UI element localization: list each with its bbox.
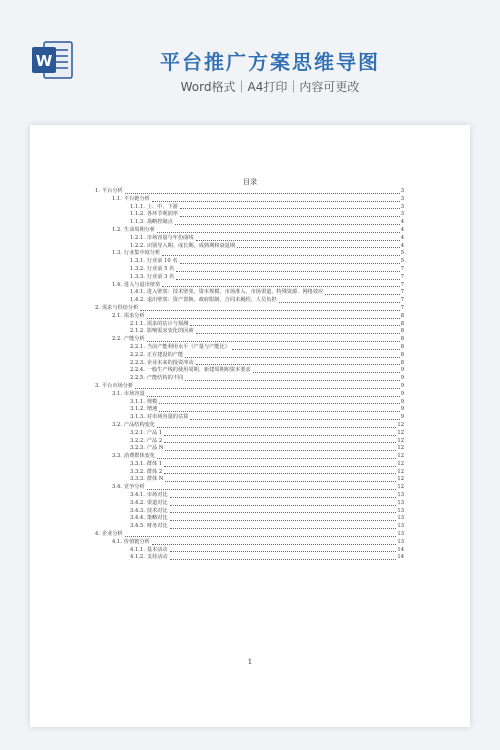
toc-entry[interactable] bbox=[95, 352, 404, 360]
toc-entry[interactable] bbox=[95, 336, 404, 344]
toc-leader-dots bbox=[157, 231, 400, 233]
toc-entry-page: 3 bbox=[400, 211, 404, 218]
toc-entry-label: 平台链分析 bbox=[123, 195, 150, 202]
toc-entry-page: 8 bbox=[400, 343, 404, 350]
toc-entry-page: 13 bbox=[397, 538, 404, 545]
toc-entry-page: 13 bbox=[397, 531, 404, 538]
toc-entry[interactable] bbox=[95, 297, 404, 305]
header bbox=[0, 0, 500, 120]
toc-entry-page: 8 bbox=[400, 359, 404, 366]
toc-entry-page: 4 bbox=[400, 234, 404, 241]
toc-entry-label: 市场对比 bbox=[146, 492, 168, 499]
toc-entry-page: 8 bbox=[400, 320, 404, 327]
toc-entry-page: 9 bbox=[400, 375, 404, 382]
toc-entry-page: 12 bbox=[397, 476, 404, 483]
toc-entry-label: 基本活动 bbox=[146, 546, 168, 553]
toc-entry-number: 1.1. bbox=[112, 195, 122, 202]
toc-leader-dots bbox=[279, 301, 400, 303]
toc-entry-number: 3. bbox=[95, 382, 100, 389]
toc-entry-label: 市场容量 bbox=[123, 390, 145, 397]
toc-entry[interactable] bbox=[95, 258, 404, 266]
toc-entry-number: 3.2.3. bbox=[130, 445, 145, 452]
toc-entry-page: 12 bbox=[397, 445, 404, 452]
toc-entry-number: 1.2.2. bbox=[130, 242, 145, 249]
toc-entry-number: 2.1. bbox=[112, 312, 122, 319]
toc-entry-number: 4. bbox=[95, 531, 100, 538]
toc-leader-dots bbox=[162, 254, 399, 256]
toc-entry-page: 13 bbox=[397, 492, 404, 499]
toc-entry-page: 12 bbox=[397, 460, 404, 467]
toc-entry-number: 4.1. bbox=[112, 538, 122, 545]
toc-entry-label: 产品 2 bbox=[146, 437, 163, 444]
toc-entry[interactable] bbox=[95, 438, 404, 446]
toc-entry-number: 2. bbox=[95, 304, 100, 311]
toc-entry-number: 3.1.1. bbox=[130, 398, 145, 405]
toc-entry-number: 4.1.2. bbox=[130, 554, 145, 561]
toc-entry-page: 3 bbox=[400, 203, 404, 210]
toc-entry-number: 1.1.1. bbox=[130, 203, 145, 210]
toc-entry-page: 5 bbox=[400, 250, 404, 257]
toc-entry-page: 9 bbox=[400, 406, 404, 413]
toc-entry-number: 3.3. bbox=[112, 453, 122, 460]
toc-entry-label: 规模 bbox=[146, 398, 158, 405]
toc-entry[interactable] bbox=[95, 484, 404, 492]
toc-entry-label: 需求与供给分析 bbox=[101, 304, 139, 311]
toc-entry-page: 8 bbox=[400, 336, 404, 343]
page-subtitle: Word格式｜A4打印｜内容可更改 bbox=[180, 80, 360, 94]
toc-entry-page: 3 bbox=[400, 195, 404, 202]
toc-leader-dots bbox=[180, 215, 400, 217]
toc-entry-label: 财务对比 bbox=[146, 523, 168, 530]
toc-entry-number: 1.4.2. bbox=[130, 297, 145, 304]
toc-entry-number: 3.1.2. bbox=[130, 406, 145, 413]
toc-leader-dots bbox=[237, 246, 400, 248]
toc-entry-number: 2.2.3. bbox=[130, 359, 145, 366]
toc-entry-page: 9 bbox=[400, 414, 404, 421]
toc-entry[interactable] bbox=[95, 188, 404, 196]
toc-entry-label: 生命周期分析 bbox=[123, 226, 156, 233]
toc-entry-page: 7 bbox=[400, 273, 404, 280]
toc-entry-label: 行业集中度分析 bbox=[123, 250, 161, 257]
toc-leader-dots bbox=[157, 457, 396, 459]
toc-entry-page: 4 bbox=[400, 226, 404, 233]
toc-entry-label: 需求的估计与预测 bbox=[146, 320, 189, 327]
toc-entry-page: 7 bbox=[400, 289, 404, 296]
toc-leader-dots bbox=[185, 356, 400, 358]
toc-leader-dots bbox=[159, 410, 399, 412]
toc-entry-number: 1.1.3. bbox=[130, 219, 145, 226]
toc-leader-dots bbox=[164, 465, 396, 467]
toc-entry-page: 7 bbox=[400, 281, 404, 288]
toc-entry-number: 3.3.2. bbox=[130, 468, 145, 475]
toc-entry-number: 3.4.1. bbox=[130, 492, 145, 499]
toc-entry-label: 产能结构的不同 bbox=[146, 375, 184, 382]
toc-entry-page: 13 bbox=[397, 523, 404, 530]
toc-entry-label: 行业前 10 名 bbox=[146, 258, 178, 265]
toc-entry[interactable] bbox=[95, 500, 404, 508]
toc-leader-dots bbox=[185, 379, 400, 381]
toc-entry-number: 1.4.1. bbox=[130, 289, 145, 296]
toc-entry-label: 退出壁垒：资产置换、政府限制、合同未履约、人员负担 bbox=[146, 297, 277, 304]
toc-entry-number: 1.1.2. bbox=[130, 211, 145, 218]
toc-entry[interactable] bbox=[95, 539, 404, 547]
toc-entry-number: 1.3.3. bbox=[130, 273, 145, 280]
toc-leader-dots bbox=[196, 332, 400, 334]
toc-entry-number: 3.3.1. bbox=[130, 460, 145, 467]
toc-entry-label: 支持活动 bbox=[146, 554, 168, 561]
toc-entry[interactable] bbox=[95, 406, 404, 414]
toc-entry[interactable] bbox=[95, 445, 404, 453]
toc-entry[interactable] bbox=[95, 211, 404, 219]
toc-leader-dots bbox=[253, 371, 400, 373]
toc-entry[interactable] bbox=[95, 305, 404, 313]
toc-entry-number: 3.2.2. bbox=[130, 437, 145, 444]
toc-leader-dots bbox=[180, 207, 400, 209]
toc-entry-number: 2.2.2. bbox=[130, 351, 145, 358]
toc-entry-number: 3.1.3. bbox=[130, 414, 145, 421]
toc-entry-number: 1.3.2. bbox=[130, 265, 145, 272]
toc-entry-label: 价值链分析 bbox=[123, 538, 150, 545]
toc-entry[interactable] bbox=[95, 531, 404, 539]
page-number: 1 bbox=[247, 658, 253, 666]
toc-entry-number: 2.2.5. bbox=[130, 375, 145, 382]
toc-entry-page: 8 bbox=[400, 351, 404, 358]
toc-leader-dots bbox=[190, 324, 399, 326]
toc-leader-dots bbox=[164, 441, 396, 443]
toc-entry-number: 3.4. bbox=[112, 484, 122, 491]
toc-leader-dots bbox=[125, 535, 397, 537]
toc-entry-number: 3.4.4. bbox=[130, 515, 145, 522]
document-page bbox=[30, 125, 470, 727]
toc-leader-dots bbox=[170, 558, 397, 560]
toc-entry-page: 9 bbox=[400, 398, 404, 405]
toc-leader-dots bbox=[147, 488, 397, 490]
toc-leader-dots bbox=[325, 293, 399, 295]
toc-entry-label: 进入与退出壁垒 bbox=[123, 281, 161, 288]
toc-entry-number: 2.1.2. bbox=[130, 328, 145, 335]
toc-entry-number: 1.3.1. bbox=[130, 258, 145, 265]
toc-entry[interactable] bbox=[95, 515, 404, 523]
toc-leader-dots bbox=[152, 200, 400, 202]
toc-leader-dots bbox=[125, 192, 400, 194]
toc-entry-label: 行业前 3 名 bbox=[146, 273, 175, 280]
toc-leader-dots bbox=[164, 434, 396, 436]
toc-entry-label: 战略控制点 bbox=[146, 219, 173, 226]
toc-leader-dots bbox=[135, 387, 400, 389]
toc-entry-page: 12 bbox=[397, 468, 404, 475]
toc-entry[interactable] bbox=[95, 313, 404, 321]
toc-leader-dots bbox=[180, 262, 400, 264]
toc-entry[interactable] bbox=[95, 391, 404, 399]
toc-leader-dots bbox=[165, 449, 396, 451]
toc-entry[interactable] bbox=[95, 274, 404, 282]
toc-leader-dots bbox=[147, 395, 400, 397]
toc-entry-number: 3.1. bbox=[112, 390, 122, 397]
toc-entry-page: 8 bbox=[400, 328, 404, 335]
toc-leader-dots bbox=[176, 278, 399, 280]
toc-entry-number: 3.4.3. bbox=[130, 507, 145, 514]
toc-entry[interactable] bbox=[95, 547, 404, 555]
toc-entry-label: 识别导入期、成长期、成熟期和衰退期 bbox=[146, 242, 236, 249]
toc-entry-number: 4.1.1. bbox=[130, 546, 145, 553]
toc-entry-number: 2.2.4. bbox=[130, 367, 145, 374]
toc-entry-label: 平台分析 bbox=[101, 188, 123, 194]
toc-leader-dots bbox=[140, 309, 399, 311]
toc-entry-page: 12 bbox=[397, 429, 404, 436]
toc-entry[interactable] bbox=[95, 196, 404, 204]
toc-entry-page: 14 bbox=[397, 554, 404, 561]
toc-leader-dots bbox=[147, 340, 400, 342]
toc-entry-label: 市场容量与年份曲线 bbox=[146, 234, 194, 241]
toc-entry-number: 2.2.1. bbox=[130, 343, 145, 350]
svg-text:W: W bbox=[35, 52, 53, 70]
toc-entry-number: 3.3.3. bbox=[130, 476, 145, 483]
toc-entry-number: 1.4. bbox=[112, 281, 122, 288]
toc-leader-dots bbox=[175, 223, 400, 225]
toc-entry-page: 12 bbox=[397, 437, 404, 444]
toc-entry-number: 3.2.1. bbox=[130, 429, 145, 436]
toc-leader-dots bbox=[152, 543, 397, 545]
toc-entry-label: 上、中、下游 bbox=[146, 203, 178, 210]
toc-title: 目录 bbox=[243, 178, 257, 186]
toc-leader-dots bbox=[170, 527, 397, 529]
toc-entry-page: 4 bbox=[400, 242, 404, 249]
toc-entry-label: 群体 N bbox=[146, 476, 164, 483]
toc-entry-page: 13 bbox=[397, 499, 404, 506]
toc-entry-number: 1.2. bbox=[112, 226, 122, 233]
toc-entry[interactable] bbox=[95, 508, 404, 516]
toc-leader-dots bbox=[170, 519, 397, 521]
toc-entry-number: 1.3. bbox=[112, 250, 122, 257]
toc-entry-page: 4 bbox=[400, 219, 404, 226]
toc-entry-number: 3.4.5. bbox=[130, 523, 145, 530]
toc-entry[interactable] bbox=[95, 422, 404, 430]
toc-entry[interactable] bbox=[95, 266, 404, 274]
toc-entry-label: 竞争分析 bbox=[123, 484, 145, 491]
toc-entry[interactable] bbox=[95, 430, 404, 438]
toc-entry[interactable] bbox=[95, 469, 404, 477]
toc-leader-dots bbox=[157, 426, 396, 428]
toc-entry[interactable] bbox=[95, 399, 404, 407]
toc-entry-label: 当前产能利用水平（产量与产能比） bbox=[146, 343, 230, 350]
toc-leader-dots bbox=[162, 285, 399, 287]
toc-leader-dots bbox=[147, 317, 400, 319]
toc-entry[interactable] bbox=[95, 321, 404, 329]
toc-leader-dots bbox=[176, 270, 399, 272]
toc-entry-page: 7 bbox=[400, 297, 404, 304]
toc-entry-number: 2.2. bbox=[112, 336, 122, 343]
toc-entry-label: 技术对比 bbox=[146, 507, 168, 514]
table-of-contents bbox=[95, 188, 404, 562]
toc-entry[interactable] bbox=[95, 492, 404, 500]
toc-entry-page: 12 bbox=[397, 453, 404, 460]
toc-entry-label: 需求分析 bbox=[123, 312, 145, 319]
toc-entry-page: 13 bbox=[397, 515, 404, 522]
toc-entry-label: 进入壁垒：技术壁垒、资本规模、市场准入、市场渠道、特殊资源、网络效应 bbox=[146, 289, 324, 296]
toc-entry[interactable] bbox=[95, 235, 404, 243]
toc-leader-dots bbox=[196, 239, 400, 241]
toc-entry-number: 2.1.1. bbox=[130, 320, 145, 327]
toc-entry-page: 14 bbox=[397, 546, 404, 553]
toc-entry-label: 影响需求变化的因素 bbox=[146, 328, 194, 335]
toc-leader-dots bbox=[170, 504, 397, 506]
toc-entry[interactable] bbox=[95, 367, 404, 375]
toc-leader-dots bbox=[165, 480, 396, 482]
toc-entry-page: 12 bbox=[397, 484, 404, 491]
toc-leader-dots bbox=[170, 496, 397, 498]
toc-leader-dots bbox=[170, 550, 397, 552]
toc-entry-page: 9 bbox=[400, 382, 404, 389]
toc-entry[interactable] bbox=[95, 554, 404, 562]
toc-entry-label: 增速 bbox=[146, 406, 158, 413]
toc-entry-page: 7 bbox=[400, 304, 404, 311]
toc-entry-label: 渠道对比 bbox=[146, 499, 168, 506]
toc-entry[interactable] bbox=[95, 219, 404, 227]
toc-entry[interactable] bbox=[95, 204, 404, 212]
toc-entry-label: 各环节利润率 bbox=[146, 211, 178, 218]
toc-entry-page: 12 bbox=[397, 421, 404, 428]
toc-entry-page: 7 bbox=[400, 265, 404, 272]
toc-entry-label: 产品 1 bbox=[146, 429, 163, 436]
toc-entry-page: 3 bbox=[400, 188, 404, 194]
toc-leader-dots bbox=[232, 348, 400, 350]
toc-entry-label: 正在建设的产能 bbox=[146, 351, 184, 358]
toc-entry[interactable] bbox=[95, 328, 404, 336]
toc-entry-number: 3.4.2. bbox=[130, 499, 145, 506]
page-title: 平台推广方案思维导图 bbox=[160, 50, 380, 74]
toc-entry-number: 1. bbox=[95, 188, 100, 194]
toc-leader-dots bbox=[190, 418, 399, 420]
toc-entry-label: 企业未来的投资冲动 bbox=[146, 359, 194, 366]
toc-leader-dots bbox=[164, 472, 396, 474]
toc-entry-number: 1.2.1. bbox=[130, 234, 145, 241]
toc-entry-label: 群体 1 bbox=[146, 460, 163, 467]
toc-entry-label: 产能分析 bbox=[123, 336, 145, 343]
toc-entry-page: 9 bbox=[400, 390, 404, 397]
toc-entry[interactable] bbox=[95, 414, 404, 422]
toc-entry[interactable] bbox=[95, 344, 404, 352]
toc-entry-label: 企业分析 bbox=[101, 531, 123, 538]
toc-entry-label: 产品结构变化 bbox=[123, 421, 156, 428]
toc-entry-page: 8 bbox=[400, 312, 404, 319]
toc-entry-label: 平台市场分析 bbox=[101, 382, 134, 389]
toc-entry-number: 3.2. bbox=[112, 421, 122, 428]
toc-entry[interactable] bbox=[95, 453, 404, 461]
toc-entry[interactable] bbox=[95, 461, 404, 469]
toc-entry-label: 策略对比 bbox=[146, 515, 168, 522]
toc-entry[interactable] bbox=[95, 227, 404, 235]
toc-entry-page: 5 bbox=[400, 258, 404, 265]
toc-entry-label: 对市场容量的估算 bbox=[146, 414, 189, 421]
toc-leader-dots bbox=[196, 363, 400, 365]
toc-entry-label: 产品 N bbox=[146, 445, 164, 452]
toc-entry-page: 13 bbox=[397, 507, 404, 514]
toc-entry[interactable] bbox=[95, 375, 404, 383]
toc-entry[interactable] bbox=[95, 250, 404, 258]
toc-leader-dots bbox=[159, 402, 399, 404]
toc-entry[interactable] bbox=[95, 523, 404, 531]
toc-entry-label: 群体 2 bbox=[146, 468, 163, 475]
toc-entry-label: 一般生产线的使用周期、新建周期和资本要求 bbox=[146, 367, 251, 374]
toc-entry[interactable] bbox=[95, 289, 404, 297]
toc-entry[interactable] bbox=[95, 383, 404, 391]
toc-entry-page: 9 bbox=[400, 367, 404, 374]
toc-leader-dots bbox=[170, 511, 397, 513]
toc-entry-label: 行业前 5 名 bbox=[146, 265, 175, 272]
toc-entry-label: 消费群体变化 bbox=[123, 453, 156, 460]
